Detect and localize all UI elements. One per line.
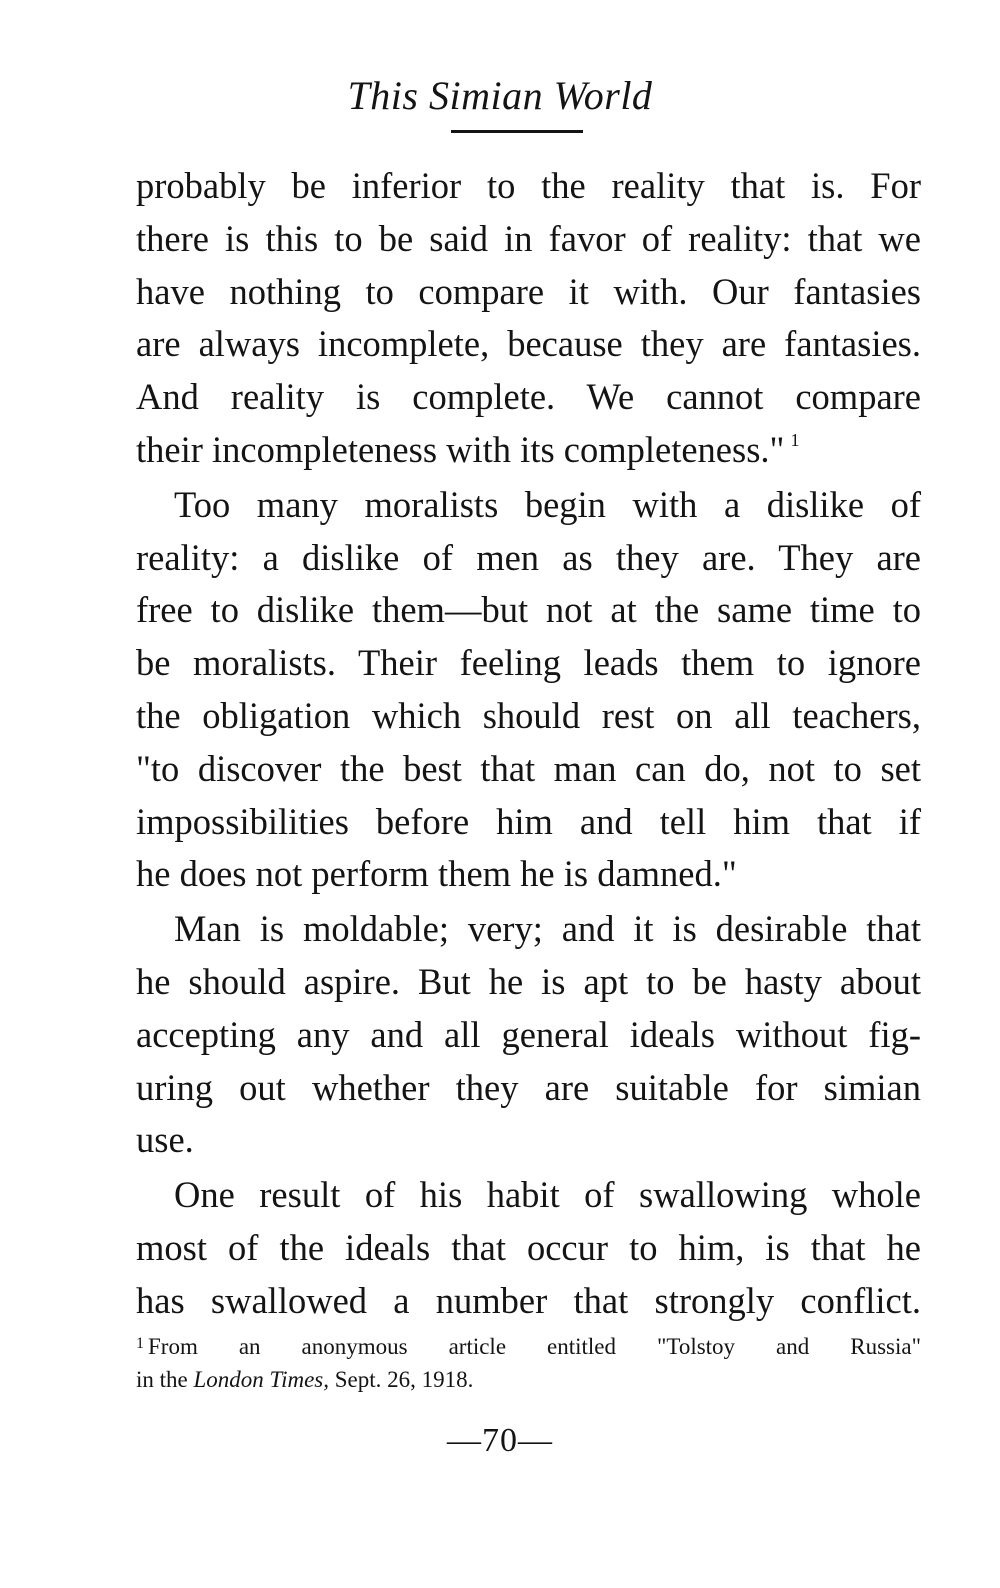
footnote-reference: 1 [790, 429, 800, 450]
text-line: One result of his habit of swallowing whole [174, 1174, 921, 1216]
running-head: This Simian World [347, 73, 653, 118]
text-line: probably be inferior to the reality that is. For [136, 165, 921, 206]
text-line: accepting any and all general ideals without fig- [136, 1013, 921, 1055]
text-line: Too many moralists begin with a dislike of [174, 483, 921, 525]
text-line: "to discover the best that man can do, not to set [136, 747, 921, 789]
text-line: have nothing to compare it with. Our fantasies [136, 270, 921, 312]
running-head-rule [451, 130, 583, 133]
footnote-text: From an anonymous article entitled "Tolstoy and Russia" [148, 1334, 921, 1359]
text-line: has swallowed a number that strongly conflict. [136, 1279, 921, 1321]
text-line: be moralists. Their feeling leads them to ignore [136, 642, 921, 684]
text-line: their incompleteness with its completeness." [136, 428, 785, 470]
footnote-text: Sept. 26, 1918. [328, 1367, 474, 1392]
text-line: use. [136, 1119, 194, 1161]
text-line: And reality is complete. We cannot compare [136, 376, 921, 418]
text-line: Man is moldable; very; and it is desirable that [174, 908, 921, 950]
paragraph-2 [136, 479, 921, 901]
footnote-number: 1 [136, 1335, 144, 1352]
text-line: are always incomplete, because they are fantasies. [136, 323, 921, 365]
text-line: there is this to be said in favor of reality: that we [136, 217, 921, 259]
page-number: —70— [447, 1422, 553, 1459]
footnote-line [136, 1363, 921, 1396]
text-line: impossibilities before him and tell him that if [136, 800, 921, 842]
text-line: he should aspire. But he is apt to be hasty about [136, 960, 921, 1002]
text-line: the obligation which should rest on all teachers, [136, 694, 921, 736]
footnote [136, 1327, 921, 1396]
paragraph-4 [136, 1169, 921, 1327]
paragraph-1 [136, 160, 921, 477]
paragraph-3 [136, 903, 921, 1167]
text-line: free to dislike them—but not at the same time to [136, 589, 921, 631]
text-line: he does not perform them he is damned." [136, 853, 737, 895]
footnote-text: in the [136, 1367, 194, 1392]
text-line: reality: a dislike of men as they are. They are [136, 536, 921, 578]
text-line: most of the ideals that occur to him, is that he [136, 1226, 921, 1268]
text-line-with-note [136, 424, 921, 477]
footnote-publication-title: London Times, [193, 1367, 329, 1392]
footnote-line [136, 1327, 921, 1363]
body-text [136, 160, 921, 1328]
text-line: uring out whether they are suitable for simian [136, 1066, 921, 1108]
